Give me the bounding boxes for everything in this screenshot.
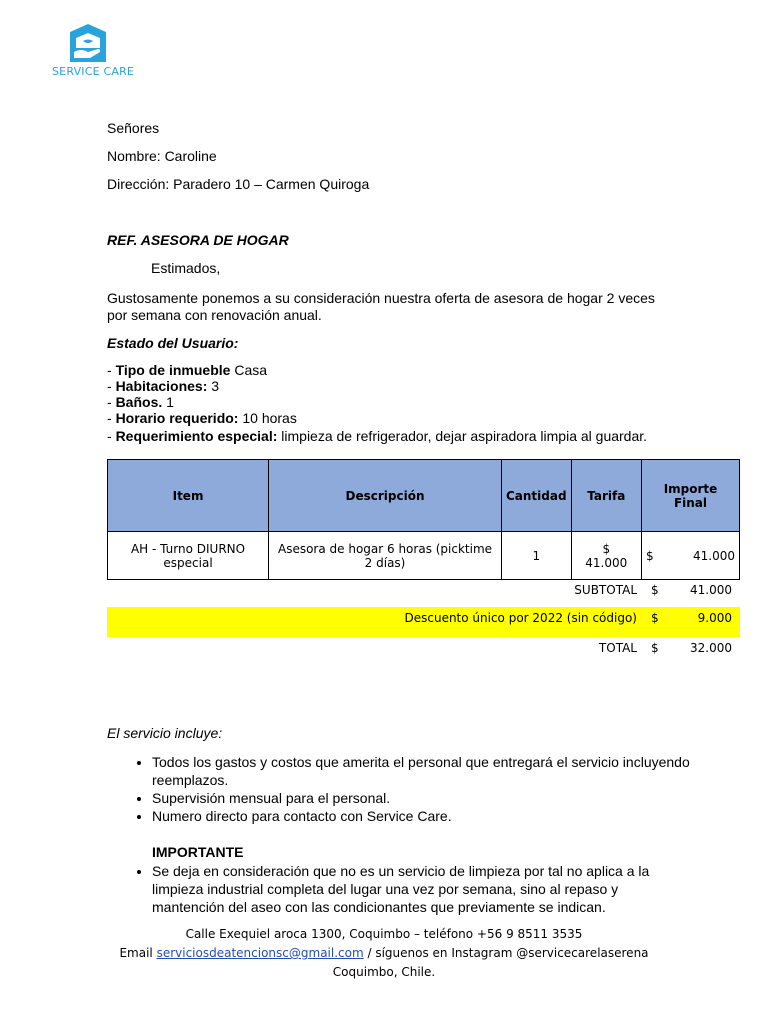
table-row bbox=[108, 532, 740, 580]
cell-item: AH - Turno DIURNO especial bbox=[108, 532, 269, 580]
subtotal-label: SUBTOTAL bbox=[574, 583, 637, 597]
estado-value: 1 bbox=[162, 394, 174, 410]
list-item: • Numero directo para contacto con Service Care. bbox=[152, 807, 712, 825]
header-cantidad: Cantidad bbox=[501, 460, 571, 532]
estado-value: 3 bbox=[207, 378, 220, 394]
includes-list bbox=[107, 753, 712, 825]
important-list bbox=[107, 862, 672, 916]
estado-label: Tipo de inmueble bbox=[115, 362, 231, 378]
items-table bbox=[107, 459, 740, 580]
estado-value: Casa bbox=[230, 362, 268, 378]
recipient-address: Dirección: Paradero 10 – Carmen Quiroga bbox=[107, 176, 370, 192]
estado-item: - Requerimiento especial: limpieza de refrigerador, dejar aspiradora limpia al guardar. bbox=[107, 428, 648, 444]
list-item: • Supervisión mensual para el personal. bbox=[152, 789, 712, 807]
estado-value: 10 horas bbox=[238, 410, 297, 426]
estado-title: Estado del Usuario: bbox=[107, 335, 239, 351]
estado-item: - Baños. 1 bbox=[107, 394, 174, 410]
footer-instagram: / síguenos en Instagram @servicecarelaserena bbox=[363, 946, 649, 960]
total-amount: 32.000 bbox=[690, 641, 732, 655]
importe-currency: $ bbox=[645, 548, 654, 563]
discount-label: Descuento único por 2022 (sin código) bbox=[404, 611, 637, 625]
subtotal-currency: $ bbox=[651, 583, 659, 597]
total-label: TOTAL bbox=[598, 641, 637, 655]
cell-descripcion: Asesora de hogar 6 horas (picktime 2 días) bbox=[269, 532, 502, 580]
intro-line-1: Gustosamente ponemos a su consideración nuestra oferta de asesora de hogar 2 veces bbox=[107, 290, 655, 306]
footer bbox=[0, 925, 768, 982]
salutation: Señores bbox=[107, 120, 160, 136]
greeting: Estimados, bbox=[151, 260, 221, 276]
estado-label: Habitaciones: bbox=[115, 378, 208, 394]
header-item: Item bbox=[108, 460, 269, 532]
footer-email-link[interactable]: serviciosdeatencionsc@gmail.com bbox=[156, 946, 364, 960]
discount-amount: 9.000 bbox=[697, 611, 732, 625]
footer-email-prefix: Email bbox=[119, 946, 157, 960]
list-item: • Todos los gastos y costos que amerita el personal que entregará el servicio incluyendo reemplazos. bbox=[152, 753, 712, 789]
intro-line-2: por semana con renovación anual. bbox=[107, 307, 322, 323]
reference-title: REF. ASESORA DE HOGAR bbox=[107, 232, 289, 248]
discount-currency: $ bbox=[651, 611, 659, 625]
importe-amount: 41.000 bbox=[693, 548, 735, 563]
list-item: • Se deja en consideración que no es un servicio de limpieza por tal no aplica a la limpieza industrial completa del lugar una vez por semana, sino al repaso y mantención del aseo con las condicionantes que previamente se indican. bbox=[152, 862, 672, 916]
estado-label: Requerimiento especial: bbox=[115, 428, 278, 444]
recipient-name: Nombre: Caroline bbox=[107, 148, 217, 164]
estado-label: Baños. bbox=[115, 394, 163, 410]
estado-label: Horario requerido: bbox=[115, 410, 239, 426]
estado-value: limpieza de refrigerador, dejar aspiradora limpia al guardar. bbox=[277, 428, 648, 444]
includes-title: El servicio incluye: bbox=[107, 725, 223, 741]
cell-cantidad: 1 bbox=[501, 532, 571, 580]
footer-city: Coquimbo, Chile. bbox=[332, 965, 436, 979]
brand-name: SERVICE CARE bbox=[52, 65, 135, 78]
footer-contact bbox=[0, 944, 768, 963]
total-row bbox=[107, 636, 740, 662]
table-header-row bbox=[108, 460, 740, 532]
estado-item: - Habitaciones: 3 bbox=[107, 378, 220, 394]
discount-row bbox=[107, 607, 740, 637]
tarifa-currency: $ bbox=[602, 541, 611, 556]
total-currency: $ bbox=[651, 641, 659, 655]
header-importe: Importe Final bbox=[641, 460, 739, 532]
important-title: IMPORTANTE bbox=[152, 844, 244, 860]
header-tarifa: Tarifa bbox=[571, 460, 641, 532]
cell-tarifa bbox=[571, 532, 641, 580]
header-descripcion: Descripción bbox=[269, 460, 502, 532]
tarifa-amount: 41.000 bbox=[585, 555, 628, 570]
subtotal-row bbox=[107, 578, 740, 604]
footer-address: Calle Exequiel aroca 1300, Coquimbo – teléfono +56 9 8511 3535 bbox=[185, 927, 583, 941]
estado-item: - Horario requerido: 10 horas bbox=[107, 410, 297, 426]
cell-importe bbox=[641, 532, 739, 580]
subtotal-amount: 41.000 bbox=[690, 583, 732, 597]
estado-item: - Tipo de inmueble Casa bbox=[107, 362, 268, 378]
